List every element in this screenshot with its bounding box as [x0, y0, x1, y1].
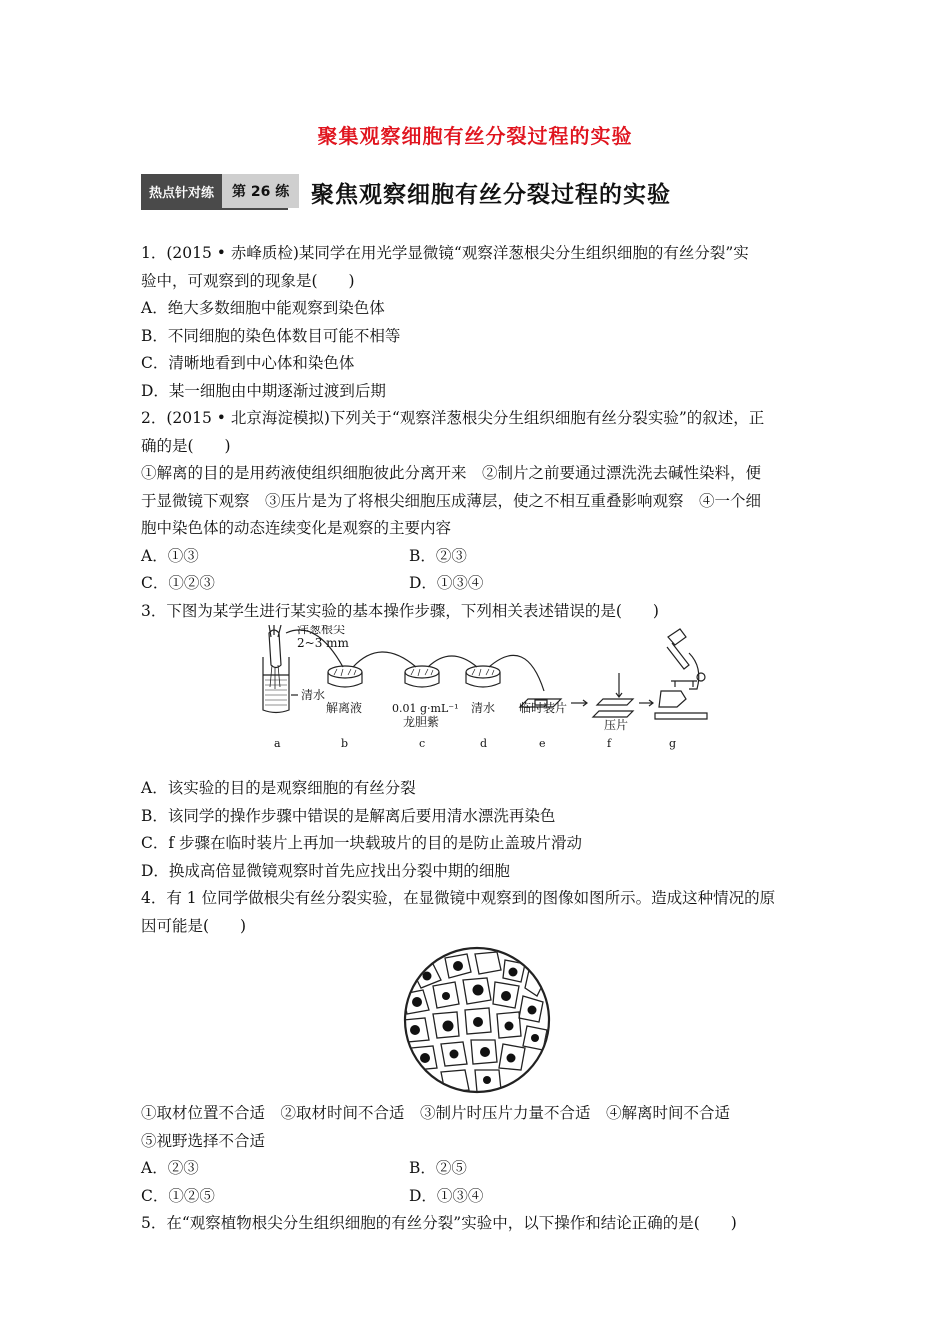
petri-dish-b: [328, 666, 362, 687]
q1-option-d: D．某一细胞由中期逐渐过渡到后期: [141, 381, 386, 400]
q1-line: 1．(2015 • 赤峰质检)某同学在用光学显微镜“观察洋葱根尖分生组织细胞的有丝分裂”实: [141, 244, 749, 262]
q4-options-row: [141, 1155, 811, 1183]
question-1: [141, 240, 811, 405]
q2-option-d: D．①③④: [409, 574, 484, 592]
experiment-steps-svg: [141, 625, 811, 775]
practice-badge: [141, 174, 299, 208]
q4-line: 4．有 1 位同学做根尖有丝分裂实验，在显微镜中观察到的图像如图所示。造成这种情况的原: [141, 889, 776, 907]
step-letter: g: [669, 737, 677, 750]
badge-number: 第 26 练: [222, 174, 299, 208]
q2-line: 2．(2015 • 北京海淀模拟)下列关于“观察洋葱根尖分生组织细胞有丝分裂实验”的叙述，正: [141, 409, 765, 427]
document-red-title: 聚集观察细胞有丝分裂过程的实验: [317, 124, 633, 148]
q4-line: 因可能是( ): [141, 916, 247, 935]
q4-option-b: B．②⑤: [409, 1159, 467, 1177]
step-letter: b: [341, 737, 349, 750]
q5-line: 5．在“观察植物根尖分生组织细胞的有丝分裂”实验中，以下操作和结论正确的是( ): [141, 1214, 737, 1232]
q4-option-c: C．①②⑤: [141, 1186, 215, 1205]
step-letter: e: [539, 737, 546, 750]
microscope-g: [655, 629, 707, 719]
microscope-view-svg: [141, 940, 811, 1100]
badge-underline: [141, 208, 288, 210]
q3-option-b: B．该同学的操作步骤中错误的是解离后要用清水漂洗再染色: [141, 806, 556, 825]
q1-option-a: A．绝大多数细胞中能观察到染色体: [141, 299, 385, 317]
question-3: [141, 598, 811, 886]
q3-line: 3．下图为某学生进行某实验的基本操作步骤，下列相关表述错误的是( ): [141, 601, 659, 620]
section-title: 聚焦观察细胞有丝分裂过程的实验: [311, 182, 671, 208]
q4-option-d: D．①③④: [409, 1186, 484, 1205]
q4-option-a: A．②③: [141, 1159, 199, 1177]
q4-statement: ①取材位置不合适 ②取材时间不合适 ③制片时压片力量不合适 ④解离时间不合适: [141, 1104, 731, 1122]
step-letter: a: [274, 737, 281, 750]
length-label: 2~3 mm: [297, 636, 349, 650]
step-letter: f: [607, 737, 612, 750]
q2-option-a: A．①③: [141, 546, 199, 565]
q2-line: ①解离的目的是用药液使组织细胞彼此分离开来 ②制片之前要通过漂洗洗去碱性染料，便: [141, 464, 762, 482]
badge-label: 热点针对练: [141, 174, 222, 208]
q1-option-b: B．不同细胞的染色体数目可能不相等: [141, 326, 401, 345]
label-f: 压片: [604, 718, 629, 732]
label-b: 解离液: [326, 701, 363, 715]
question-5: [141, 1210, 811, 1238]
q2-options-row: [141, 570, 811, 598]
label-d: 清水: [471, 701, 496, 715]
q4-options-row: [141, 1183, 811, 1211]
q3-option-c: C．f 步骤在临时装片上再加一块载玻片的目的是防止盖玻片滑动: [141, 834, 583, 852]
onion-root-label: 洋葱根尖: [297, 625, 346, 636]
q2-option-c: C．①②③: [141, 574, 215, 592]
q4-statement: ⑤视野选择不合适: [141, 1131, 266, 1150]
q3-option-d: D．换成高倍显微镜观察时首先应找出分裂中期的细胞: [141, 861, 510, 880]
water-label-a: 清水: [301, 688, 326, 702]
q3-option-a: A．该实验的目的是观察细胞的有丝分裂: [141, 779, 416, 797]
label-c-dye: 龙胆紫: [403, 715, 440, 729]
microscope-view-figure: [141, 940, 811, 1100]
q2-option-b: B．②③: [409, 546, 467, 565]
q2-line: 于显微镜下观察 ③压片是为了将根尖细胞压成薄层，使之不相互重叠影响观察 ④一个细: [141, 491, 762, 510]
q1-line: 验中，可观察到的现象是( ): [141, 271, 355, 290]
q2-line: 胞中染色体的动态连续变化是观察的主要内容: [141, 519, 452, 537]
onion-beaker-drawing: [263, 625, 298, 713]
question-4: [141, 885, 811, 1210]
question-content: [141, 240, 811, 1238]
experiment-steps-figure: [141, 625, 811, 775]
q1-option-c: C．清晰地看到中心体和染色体: [141, 354, 355, 372]
petri-dish-c: [405, 666, 439, 687]
label-c-conc: 0.01 g·mL⁻¹: [392, 702, 459, 715]
step-letter: c: [419, 737, 426, 750]
pressing-slide-f: [593, 673, 633, 717]
question-2: [141, 405, 811, 598]
label-e: 临时装片: [519, 701, 568, 715]
petri-dish-d: [466, 666, 500, 687]
step-letter: d: [480, 737, 488, 750]
q2-line: 确的是( ): [141, 436, 231, 455]
q2-options-row: [141, 543, 811, 571]
